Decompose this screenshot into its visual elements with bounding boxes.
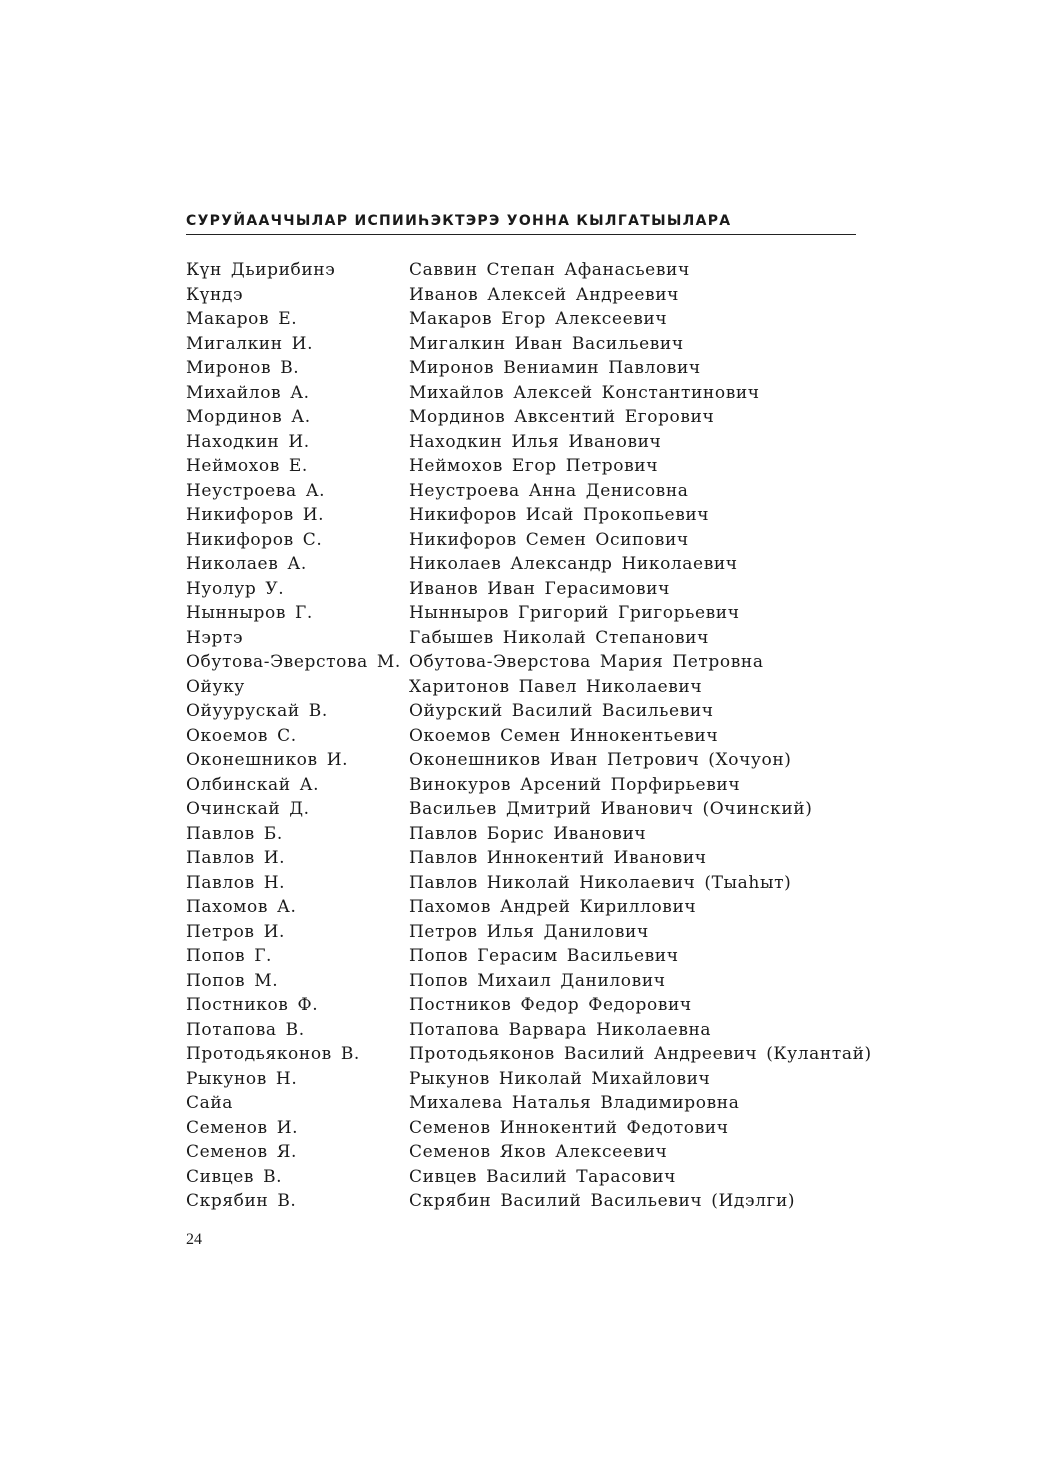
- list-item: [186, 822, 856, 847]
- list-item: [186, 846, 856, 871]
- real-name-text: Протодьяконов Василий Андреевич (Кулантай): [409, 1044, 872, 1064]
- list-item: [186, 748, 856, 773]
- real-name-text: Ойурский Василий Васильевич: [409, 701, 714, 721]
- real-name-text: Михалева Наталья Владимировна: [409, 1093, 740, 1113]
- list-item: [186, 871, 856, 896]
- pseudonym-text: Протодьяконов В.: [186, 1044, 360, 1064]
- real-name-text: Винокуров Арсений Порфирьевич: [409, 774, 741, 795]
- pseudonym-text: Семенов И.: [186, 1117, 299, 1138]
- real-name-text: Скрябин Василий Васильевич (Идэлги): [409, 1191, 796, 1211]
- real-name-text: Петров Илья Данилович: [409, 921, 649, 942]
- pseudonym-text: Сайа: [186, 1093, 234, 1113]
- real-name-text: Рыкунов Николай Михайлович: [409, 1068, 711, 1089]
- list-item: [186, 479, 856, 504]
- list-item: [186, 503, 856, 528]
- list-item: [186, 626, 856, 651]
- pseudonym-text: Находкин И.: [186, 431, 310, 452]
- real-name-text: Харитонов Павел Николаевич: [409, 676, 703, 697]
- pseudonym-text: Макаров Е.: [186, 309, 298, 329]
- list-item: [186, 1189, 856, 1214]
- pseudonym-text: Неймохов Е.: [186, 456, 308, 476]
- list-item: [186, 1042, 872, 1067]
- pseudonym-text: Ойуурускай В.: [186, 701, 328, 721]
- pseudonym-text: Никифоров И.: [186, 505, 325, 525]
- pseudonym-text: Пахомов А.: [186, 897, 297, 917]
- list-item: [186, 724, 856, 749]
- real-name-text: Постников Федор Федорович: [409, 995, 692, 1015]
- real-name-text: Никифоров Семен Осипович: [409, 529, 689, 550]
- pseudonym-list: [186, 258, 872, 1214]
- real-name-text: Сивцев Василий Тарасович: [409, 1166, 677, 1187]
- list-item: [186, 577, 856, 602]
- list-item: [186, 528, 856, 553]
- list-item: [186, 283, 856, 308]
- list-item: [186, 332, 856, 357]
- pseudonym-text: Очинскай Д.: [186, 799, 310, 819]
- real-name-text: Иванов Алексей Андреевич: [409, 284, 679, 305]
- pseudonym-text: Павлов Н.: [186, 872, 286, 893]
- pseudonym-text: Петров И.: [186, 921, 286, 942]
- list-item: [186, 797, 856, 822]
- real-name-text: Никифоров Исай Прокопьевич: [409, 505, 710, 525]
- real-name-text: Попов Михаил Данилович: [409, 970, 666, 991]
- list-item: [186, 601, 856, 626]
- pseudonym-text: Нэртэ: [186, 627, 244, 648]
- real-name-text: Пахомов Андрей Кириллович: [409, 897, 697, 917]
- pseudonym-text: Попов Г.: [186, 946, 273, 966]
- pseudonym-text: Нынныров Г.: [186, 603, 313, 623]
- pseudonym-text: Нуолур У.: [186, 578, 285, 599]
- real-name-text: Находкин Илья Иванович: [409, 431, 662, 452]
- pseudonym-text: Михайлов А.: [186, 382, 310, 403]
- real-name-text: Миронов Вениамин Павлович: [409, 358, 701, 378]
- pseudonym-text: Никифоров С.: [186, 529, 323, 550]
- real-name-text: Павлов Иннокентий Иванович: [409, 848, 707, 868]
- real-name-text: Семенов Иннокентий Федотович: [409, 1117, 729, 1138]
- list-item: [186, 1116, 856, 1141]
- real-name-text: Мординов Авксентий Егорович: [409, 407, 715, 427]
- pseudonym-text: Рыкунов Н.: [186, 1068, 298, 1089]
- real-name-text: Оконешников Иван Петрович (Хочуон): [409, 750, 792, 770]
- list-item: [186, 1140, 856, 1165]
- list-item: [186, 405, 856, 430]
- real-name-text: Иванов Иван Герасимович: [409, 578, 670, 599]
- real-name-text: Семенов Яков Алексеевич: [409, 1142, 668, 1162]
- real-name-text: Мигалкин Иван Васильевич: [409, 333, 684, 354]
- pseudonym-text: Павлов Б.: [186, 823, 283, 844]
- list-item: [186, 944, 856, 969]
- pseudonym-text: Постников Ф.: [186, 995, 319, 1015]
- list-item: [186, 430, 856, 455]
- list-item: [186, 454, 856, 479]
- pseudonym-text: Николаев А.: [186, 554, 307, 574]
- pseudonym-text: Попов М.: [186, 970, 279, 991]
- list-item: [186, 258, 856, 283]
- real-name-text: Потапова Варвара Николаевна: [409, 1019, 712, 1040]
- list-item: [186, 773, 856, 798]
- real-name-text: Павлов Николай Николаевич (Тыаһыт): [409, 872, 792, 893]
- list-item: [186, 969, 856, 994]
- list-item: [186, 650, 856, 675]
- list-item: [186, 1091, 856, 1116]
- list-item: [186, 993, 856, 1018]
- list-item: [186, 895, 856, 920]
- real-name-text: Михайлов Алексей Константинович: [409, 382, 760, 403]
- pseudonym-text: Окоемов С.: [186, 725, 297, 746]
- pseudonym-text: Оконешников И.: [186, 750, 349, 770]
- list-item: [186, 381, 856, 406]
- real-name-text: Васильев Дмитрий Иванович (Очинский): [409, 799, 813, 819]
- pseudonym-text: Мигалкин И.: [186, 333, 314, 354]
- list-item: [186, 356, 856, 381]
- page-number: 24: [186, 1231, 202, 1248]
- pseudonym-text: Олбинскай А.: [186, 774, 320, 795]
- real-name-text: Макаров Егор Алексеевич: [409, 309, 668, 329]
- pseudonym-text: Күндэ: [186, 284, 244, 305]
- real-name-text: Неймохов Егор Петрович: [409, 456, 659, 476]
- real-name-text: Окоемов Семен Иннокентьевич: [409, 725, 719, 746]
- pseudonym-text: Неустроева А.: [186, 480, 326, 501]
- pseudonym-text: Обутова-Эверстова М.: [186, 652, 401, 672]
- pseudonym-text: Күн Дьирибинэ: [186, 260, 336, 280]
- pseudonym-text: Ойуку: [186, 676, 245, 697]
- pseudonym-text: Мординов А.: [186, 407, 311, 427]
- real-name-text: Нынныров Григорий Григорьевич: [409, 603, 740, 623]
- pseudonym-text: Семенов Я.: [186, 1142, 298, 1162]
- page-title: СУРУЙААЧЧЫЛАР ИСПИИҺЭКТЭРЭ УОННА КЫЛГАТЫЫЛАРА: [186, 213, 732, 229]
- page-header: [186, 210, 856, 235]
- real-name-text: Попов Герасим Васильевич: [409, 946, 679, 966]
- pseudonym-text: Скрябин В.: [186, 1191, 297, 1211]
- list-item: [186, 920, 856, 945]
- pseudonym-text: Потапова В.: [186, 1019, 305, 1040]
- list-item: [186, 675, 856, 700]
- list-item: [186, 1067, 856, 1092]
- list-item: [186, 699, 856, 724]
- list-item: [186, 307, 856, 332]
- real-name-text: Саввин Степан Афанасьевич: [409, 260, 690, 280]
- list-item: [186, 552, 856, 577]
- real-name-text: Николаев Александр Николаевич: [409, 554, 738, 574]
- pseudonym-text: Миронов В.: [186, 358, 300, 378]
- real-name-text: Габышев Николай Степанович: [409, 627, 709, 648]
- real-name-text: Павлов Борис Иванович: [409, 823, 647, 844]
- pseudonym-text: Сивцев В.: [186, 1166, 283, 1187]
- list-item: [186, 1165, 856, 1190]
- list-item: [186, 1018, 856, 1043]
- pseudonym-text: Павлов И.: [186, 848, 286, 868]
- real-name-text: Неустроева Анна Денисовна: [409, 480, 689, 501]
- real-name-text: Обутова-Эверстова Мария Петровна: [409, 652, 764, 672]
